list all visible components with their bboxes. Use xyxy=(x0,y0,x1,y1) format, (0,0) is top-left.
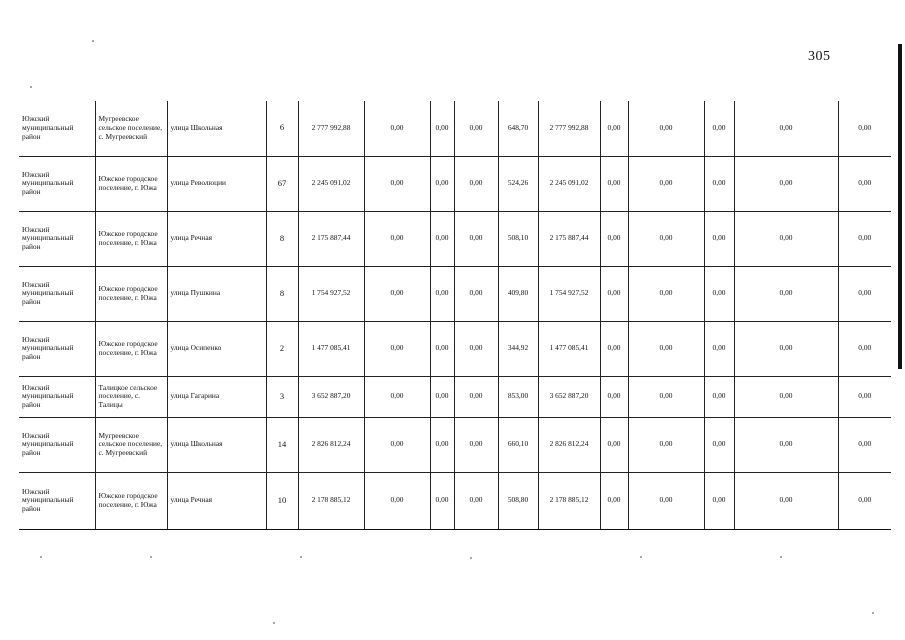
value-cell: 0,00 xyxy=(430,321,454,376)
total-cost-cell: 2 245 091,02 xyxy=(298,156,364,211)
cost-cell: 2 245 091,02 xyxy=(538,156,600,211)
table-row xyxy=(19,321,891,376)
value-cell: 0,00 xyxy=(600,101,628,156)
street-cell: улица Школьная xyxy=(167,101,266,156)
scan-edge-mark xyxy=(898,44,902,369)
value-cell: 0,00 xyxy=(454,266,498,321)
value-cell: 0,00 xyxy=(430,266,454,321)
table-row xyxy=(19,376,891,417)
value-cell: 0,00 xyxy=(838,156,891,211)
value-cell: 0,00 xyxy=(734,417,838,472)
value-cell: 0,00 xyxy=(628,376,704,417)
cost-cell: 1 754 927,52 xyxy=(538,266,600,321)
value-cell: 0,00 xyxy=(734,321,838,376)
area-cell: 524,26 xyxy=(498,156,538,211)
value-cell: 0,00 xyxy=(430,101,454,156)
total-cost-cell: 1 754 927,52 xyxy=(298,266,364,321)
value-cell: 0,00 xyxy=(454,321,498,376)
value-cell: 0,00 xyxy=(454,101,498,156)
house-number-cell: 6 xyxy=(266,101,298,156)
street-cell: улица Речная xyxy=(167,211,266,266)
value-cell: 0,00 xyxy=(838,266,891,321)
value-cell: 0,00 xyxy=(734,266,838,321)
table-row xyxy=(19,156,891,211)
house-number-cell: 2 xyxy=(266,321,298,376)
value-cell: 0,00 xyxy=(628,472,704,529)
value-cell: 0,00 xyxy=(704,376,734,417)
value-cell: 0,00 xyxy=(600,156,628,211)
total-cost-cell: 2 777 992,88 xyxy=(298,101,364,156)
value-cell: 0,00 xyxy=(364,156,430,211)
house-number-cell: 10 xyxy=(266,472,298,529)
street-cell: улица Пушкина xyxy=(167,266,266,321)
cost-cell: 2 826 812,24 xyxy=(538,417,600,472)
value-cell: 0,00 xyxy=(628,417,704,472)
street-cell: улица Гагарина xyxy=(167,376,266,417)
cost-cell: 3 652 887,20 xyxy=(538,376,600,417)
cost-cell: 2 175 887,44 xyxy=(538,211,600,266)
value-cell: 0,00 xyxy=(454,156,498,211)
area-cell: 409,80 xyxy=(498,266,538,321)
page-number: 305 xyxy=(808,49,831,64)
value-cell: 0,00 xyxy=(600,472,628,529)
value-cell: 0,00 xyxy=(704,417,734,472)
value-cell: 0,00 xyxy=(734,376,838,417)
street-cell: улица Школьная xyxy=(167,417,266,472)
value-cell: 0,00 xyxy=(430,417,454,472)
district-cell: Южский муниципальный район xyxy=(19,472,95,529)
value-cell: 0,00 xyxy=(364,321,430,376)
value-cell: 0,00 xyxy=(734,101,838,156)
house-number-cell: 3 xyxy=(266,376,298,417)
settlement-cell: Южское городское поселение, г. Южа xyxy=(95,156,167,211)
district-cell: Южский муниципальный район xyxy=(19,417,95,472)
value-cell: 0,00 xyxy=(704,266,734,321)
area-cell: 660,10 xyxy=(498,417,538,472)
area-cell: 508,10 xyxy=(498,211,538,266)
value-cell: 0,00 xyxy=(838,417,891,472)
settlement-cell: Южское городское поселение, г. Южа xyxy=(95,211,167,266)
value-cell: 0,00 xyxy=(838,211,891,266)
settlement-cell: Южское городское поселение, г. Южа xyxy=(95,472,167,529)
value-cell: 0,00 xyxy=(704,156,734,211)
street-cell: улица Речная xyxy=(167,472,266,529)
settlement-cell: Талицкое сельское поселение, с. Талицы xyxy=(95,376,167,417)
value-cell: 0,00 xyxy=(838,472,891,529)
value-cell: 0,00 xyxy=(430,211,454,266)
district-cell: Южский муниципальный район xyxy=(19,156,95,211)
area-cell: 853,00 xyxy=(498,376,538,417)
value-cell: 0,00 xyxy=(704,321,734,376)
district-cell: Южский муниципальный район xyxy=(19,266,95,321)
value-cell: 0,00 xyxy=(454,472,498,529)
value-cell: 0,00 xyxy=(838,376,891,417)
area-cell: 344,92 xyxy=(498,321,538,376)
value-cell: 0,00 xyxy=(734,156,838,211)
value-cell: 0,00 xyxy=(838,101,891,156)
total-cost-cell: 2 826 812,24 xyxy=(298,417,364,472)
value-cell: 0,00 xyxy=(364,101,430,156)
value-cell: 0,00 xyxy=(838,321,891,376)
cost-cell: 2 178 885,12 xyxy=(538,472,600,529)
district-cell: Южский муниципальный район xyxy=(19,376,95,417)
value-cell: 0,00 xyxy=(364,376,430,417)
value-cell: 0,00 xyxy=(628,321,704,376)
value-cell: 0,00 xyxy=(364,211,430,266)
house-number-cell: 8 xyxy=(266,211,298,266)
value-cell: 0,00 xyxy=(454,211,498,266)
value-cell: 0,00 xyxy=(364,266,430,321)
settlement-cell: Южское городское поселение, г. Южа xyxy=(95,266,167,321)
total-cost-cell: 1 477 085,41 xyxy=(298,321,364,376)
cost-cell: 1 477 085,41 xyxy=(538,321,600,376)
value-cell: 0,00 xyxy=(364,472,430,529)
value-cell: 0,00 xyxy=(600,266,628,321)
area-cell: 508,80 xyxy=(498,472,538,529)
value-cell: 0,00 xyxy=(704,472,734,529)
house-number-cell: 8 xyxy=(266,266,298,321)
housing-register-table xyxy=(19,101,891,530)
total-cost-cell: 3 652 887,20 xyxy=(298,376,364,417)
table-row xyxy=(19,101,891,156)
value-cell: 0,00 xyxy=(734,211,838,266)
value-cell: 0,00 xyxy=(600,417,628,472)
value-cell: 0,00 xyxy=(430,156,454,211)
house-number-cell: 67 xyxy=(266,156,298,211)
district-cell: Южский муниципальный район xyxy=(19,211,95,266)
value-cell: 0,00 xyxy=(364,417,430,472)
street-cell: улица Революции xyxy=(167,156,266,211)
value-cell: 0,00 xyxy=(628,266,704,321)
value-cell: 0,00 xyxy=(734,472,838,529)
settlement-cell: Мугреевское сельское поселение, с. Мугреевский xyxy=(95,417,167,472)
total-cost-cell: 2 178 885,12 xyxy=(298,472,364,529)
value-cell: 0,00 xyxy=(600,211,628,266)
house-number-cell: 14 xyxy=(266,417,298,472)
district-cell: Южский муниципальный район xyxy=(19,101,95,156)
cost-cell: 2 777 992,88 xyxy=(538,101,600,156)
district-cell: Южский муниципальный район xyxy=(19,321,95,376)
settlement-cell: Южское городское поселение, г. Южа xyxy=(95,321,167,376)
table-row xyxy=(19,472,891,529)
value-cell: 0,00 xyxy=(628,101,704,156)
value-cell: 0,00 xyxy=(704,101,734,156)
value-cell: 0,00 xyxy=(704,211,734,266)
value-cell: 0,00 xyxy=(628,156,704,211)
value-cell: 0,00 xyxy=(430,472,454,529)
total-cost-cell: 2 175 887,44 xyxy=(298,211,364,266)
value-cell: 0,00 xyxy=(600,321,628,376)
value-cell: 0,00 xyxy=(454,417,498,472)
area-cell: 648,70 xyxy=(498,101,538,156)
street-cell: улица Осипенко xyxy=(167,321,266,376)
value-cell: 0,00 xyxy=(600,376,628,417)
table-row xyxy=(19,417,891,472)
value-cell: 0,00 xyxy=(628,211,704,266)
settlement-cell: Мугреевское сельское поселение, с. Мугреевский xyxy=(95,101,167,156)
value-cell: 0,00 xyxy=(454,376,498,417)
table-row xyxy=(19,266,891,321)
value-cell: 0,00 xyxy=(430,376,454,417)
table-row xyxy=(19,211,891,266)
